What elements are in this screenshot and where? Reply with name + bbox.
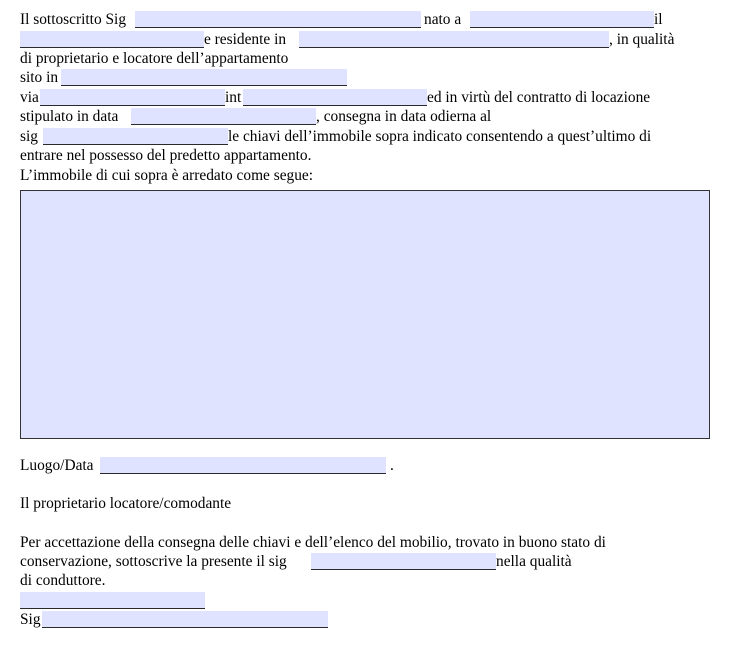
conduttore-sig-field[interactable] — [311, 553, 496, 570]
nato-a-label: nato a — [424, 11, 462, 28]
luogo-data-label: Luogo/Data — [20, 457, 94, 474]
luogo-data-field[interactable] — [100, 457, 386, 474]
proprietario-signature-label: Il proprietario locatore/comodante — [20, 495, 232, 512]
arredato-line: L’immobile di cui sopra è arredato come segue: — [20, 167, 314, 184]
sig-name-label: Sig — [20, 611, 41, 628]
sito-in-label: sito in — [20, 69, 59, 86]
via-field[interactable] — [40, 89, 225, 106]
conduttore-label: di conduttore. — [20, 572, 106, 589]
luogo-data-dot: . — [390, 457, 394, 474]
birthdate-field[interactable] — [20, 31, 204, 48]
consegna-sig-field[interactable] — [43, 128, 228, 145]
sottoscritto-label: Il sottoscritto Sig — [20, 11, 127, 28]
furnishings-textarea[interactable] — [20, 190, 710, 439]
acceptance-line-1: Per accettazione della consegna delle chiavi e dell’elenco del mobilio, trovato in buono stato di — [20, 534, 606, 551]
stipulato-label: stipulato in data — [20, 108, 119, 125]
sig-name-field[interactable] — [42, 611, 328, 628]
proprietario-line: di proprietario e locatore dell’appartamento — [20, 50, 289, 67]
chiavi-label: le chiavi dell’immobile sopra indicato consentendo a quest’ultimo di — [228, 128, 652, 145]
sito-in-field[interactable] — [61, 69, 347, 86]
in-qualita-label: , in qualità — [609, 31, 675, 48]
nella-qualita-label: nella qualità — [496, 553, 572, 570]
conduttore-signature-field[interactable] — [20, 592, 205, 609]
il-label: il — [654, 11, 663, 28]
residence-field[interactable] — [299, 31, 609, 48]
consegna-label: , consegna in data odierna al — [316, 108, 492, 125]
sottoscritto-name-field[interactable] — [135, 11, 421, 28]
possesso-line: entrare nel possesso del predetto appartamento. — [20, 147, 312, 164]
int-field[interactable] — [243, 89, 427, 106]
residente-in-label: e residente in — [204, 31, 287, 48]
sig-label: sig — [20, 128, 38, 145]
contratto-label: ed in virtù del contratto di locazione — [427, 89, 651, 106]
via-label: via — [20, 89, 39, 106]
stipulato-date-field[interactable] — [131, 108, 316, 125]
birthplace-field[interactable] — [470, 11, 654, 28]
acceptance-line-2: conservazione, sottoscrive la presente il sig — [20, 553, 287, 570]
int-label: int — [225, 89, 242, 106]
